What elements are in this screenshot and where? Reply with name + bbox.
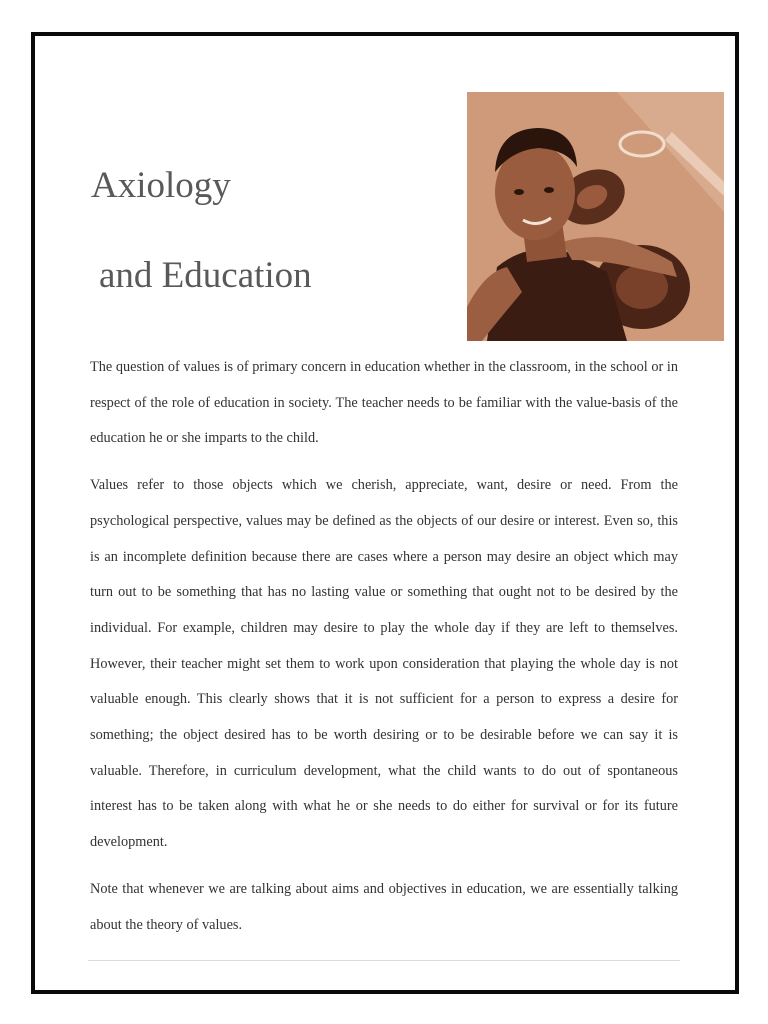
page-title: Axiology: [91, 165, 231, 206]
author-photo: [467, 92, 724, 341]
footer-divider: [88, 960, 680, 961]
paragraph: Values refer to those objects which we cherish, appreciate, want, desire or need. From the psychological perspective, values may be defined as the objects of our desire or interest. Even so, this is an incomplete definition because there are cases where a person may desire an object which may turn out to be something that has no lasting value or something that ought not to be desired by the individual. For example, children may desire to play the whole day if they are left to themselves. However, their teacher might set them to work upon consideration that playing the whole day is not valuable enough. This clearly shows that it is not sufficient for a person to express a desire for something; the object desired has to be worth desiring or to be desirable before we can say it is valuable. Therefore, in curriculum development, what the child wants to do out of spontaneous interest has to be taken along with what he or she needs to do either for survival or for its future development.: [90, 477, 678, 851]
page-subtitle: and Education: [99, 255, 312, 296]
body-text: [90, 350, 678, 954]
paragraph: Note that whenever we are talking about aims and objectives in education, we are essentially talking about the theory of values.: [90, 880, 678, 933]
paragraph: The question of values is of primary concern in education whether in the classroom, in the school or in respect of the role of education in society. The teacher needs to be familiar with the value-basis of the education he or she imparts to the child.: [90, 359, 678, 447]
